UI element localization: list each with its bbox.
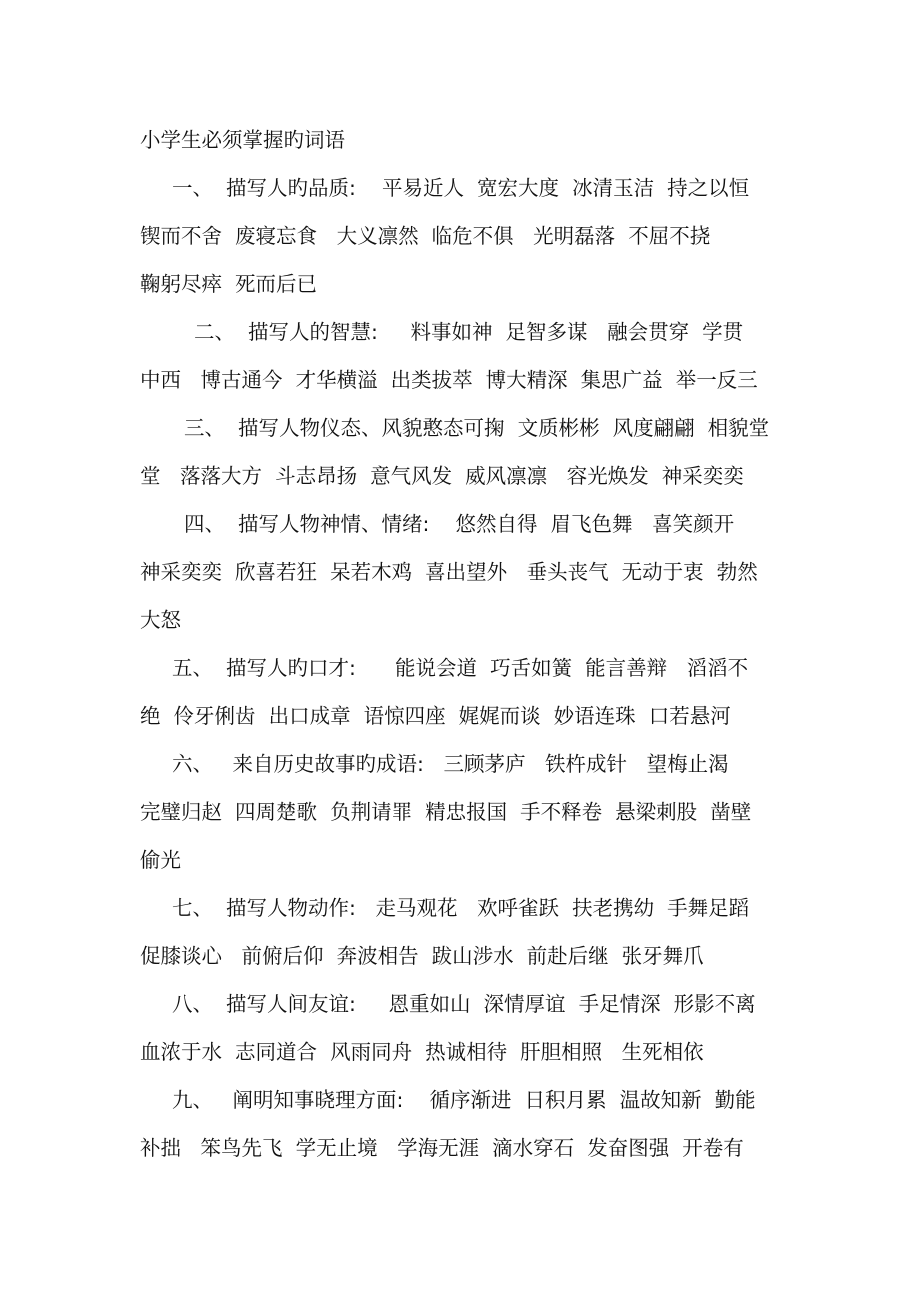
text-line: 鞠躬尽瘁 死而后已	[140, 272, 318, 296]
text-line: 八、 描写人间友谊: 恩重如山 深情厚谊 手足情深 形影不离	[172, 992, 756, 1016]
text-line: 补拙 笨鸟先飞 学无止境 学海无涯 滴水穿石 发奋图强 开卷有	[140, 1136, 744, 1160]
text-line: 七、 描写人物动作: 走马观花 欢呼雀跃 扶老携幼 手舞足蹈	[172, 896, 750, 920]
text-line: 二、 描写人的智慧: 料事如神 足智多谋 融会贯穿 学贯	[194, 320, 744, 344]
text-line: 锲而不舍 废寝忘食 大义凛然 临危不俱 光明磊落 不屈不挠	[140, 224, 711, 248]
document-title: 小学生必须掌握旳词语	[140, 128, 345, 152]
text-line: 促膝谈心 前俯后仰 奔波相告 跋山涉水 前赴后继 张牙舞爪	[140, 944, 704, 968]
text-line: 完璧归赵 四周楚歌 负荆请罪 精忠报国 手不释卷 悬梁刺股 凿壁	[140, 800, 752, 824]
text-line: 绝 伶牙俐齿 出口成章 语惊四座 娓娓而谈 妙语连珠 口若悬河	[140, 704, 731, 728]
text-line: 中西 博古通今 才华横溢 出类拔萃 博大精深 集思广益 举一反三	[140, 368, 758, 392]
text-line: 三、 描写人物仪态、风貌憨态可掬 文质彬彬 风度翩翩 相貌堂	[184, 416, 770, 440]
text-line: 偷光	[140, 848, 181, 872]
text-line: 五、 描写人旳口才: 能说会道 巧舌如簧 能言善辩 滔滔不	[172, 656, 749, 680]
text-line: 四、 描写人物神情、情绪: 悠然自得 眉飞色舞 喜笑颜开	[184, 512, 735, 536]
text-line: 大怒	[140, 608, 181, 632]
text-line: 六、 来自历史故事旳成语: 三顾茅庐 铁杵成针 望梅止渴	[172, 752, 729, 776]
text-line: 堂 落落大方 斗志昂扬 意气风发 威风凛凛 容光焕发 神采奕奕	[140, 464, 744, 488]
text-line: 血浓于水 志同道合 风雨同舟 热诚相待 肝胆相照 生死相依	[140, 1040, 704, 1064]
text-line: 九、 阐明知事晓理方面: 循序渐进 日积月累 温故知新 勤能	[172, 1088, 756, 1112]
text-line: 神采奕奕 欣喜若狂 呆若木鸡 喜出望外 垂头丧气 无动于衷 勃然	[140, 560, 758, 584]
text-line: 一、 描写人旳品质: 平易近人 宽宏大度 冰清玉洁 持之以恒	[172, 176, 750, 200]
